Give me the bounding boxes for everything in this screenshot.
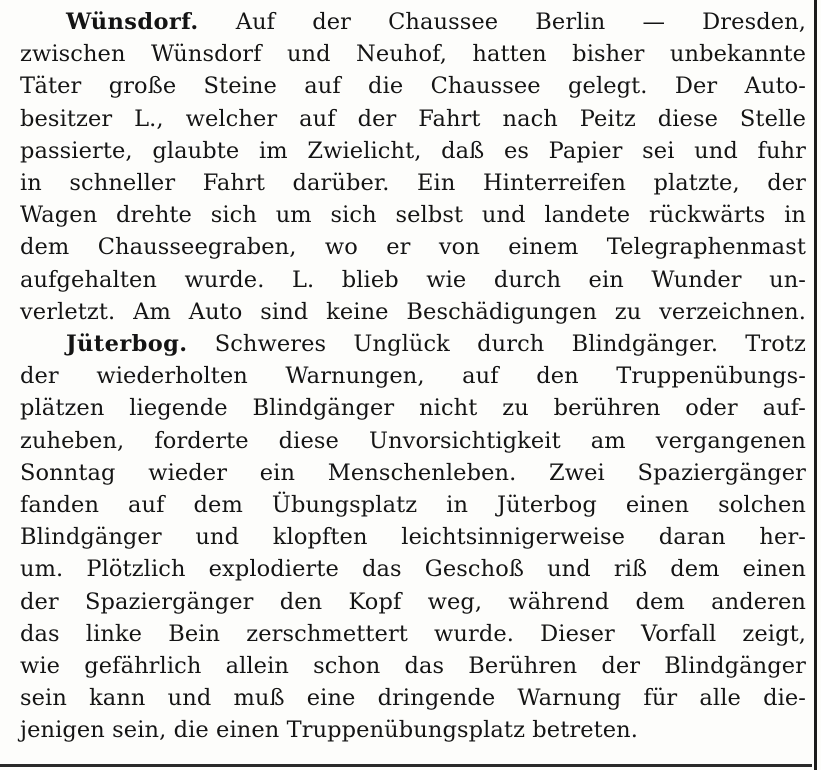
article-jueterbog — [20, 328, 806, 746]
text-line: zuheben, forderte diese Unvorsichtigkeit am vergangenen — [20, 427, 806, 454]
text-line: Täter große Steine auf die Chaussee gelegt. Der Auto- — [20, 73, 806, 100]
text-line: fanden auf dem Übungsplatz in Jüterbog einen solchen — [20, 491, 806, 518]
text-line: der Spaziergänger den Kopf weg, während dem anderen — [20, 588, 806, 615]
article-place: Wünsdorf. — [66, 9, 199, 35]
text-line: Blindgänger und klopften leichtsinnigerweise daran her- — [20, 524, 806, 551]
text-line: um. Plötzlich explodierte das Geschoß und riß dem einen — [20, 556, 806, 583]
text-line: besitzer L., welcher auf der Fahrt nach Peitz diese Stelle — [20, 105, 806, 132]
text-line: verletzt. Am Auto sind keine Beschädigungen zu verzeichnen. — [20, 298, 806, 325]
text-line: wie gefährlich allein schon das Berühren der Blindgänger — [20, 652, 806, 679]
text-line — [20, 328, 806, 360]
text-line — [20, 6, 806, 38]
text-line: passierte, glaubte im Zwielicht, daß es Papier sei und fuhr — [20, 137, 806, 164]
text-line: in schneller Fahrt darüber. Ein Hinterreifen platzte, der — [20, 169, 806, 196]
text-line: sein kann und muß eine dringende Warnung für alle die- — [20, 685, 806, 712]
article-place: Jüterbog. — [66, 331, 188, 357]
text-line: zwischen Wünsdorf und Neuhof, hatten bisher unbekannte — [20, 41, 806, 68]
text-line: jenigen sein, die einen Truppenübungsplatz betreten. — [20, 717, 639, 744]
text-line: Sonntag wieder ein Menschenleben. Zwei Spaziergänger — [20, 459, 806, 486]
text-line: Wagen drehte sich um sich selbst und landete rückwärts in — [20, 202, 806, 229]
text-line: dem Chausseegraben, wo er von einem Telegraphenmast — [20, 234, 806, 261]
text-line: der wiederholten Warnungen, auf den Truppenübungs- — [20, 363, 806, 390]
article-wuensdorf — [20, 6, 806, 328]
line-text: Auf der Chaussee Berlin — Dresden, — [198, 9, 806, 35]
text-line: aufgehalten wurde. L. blieb wie durch ein Wunder un- — [20, 266, 806, 293]
line-text: Schweres Unglück durch Blindgänger. Trotz — [187, 331, 806, 357]
column-rule-right — [814, 0, 817, 770]
text-line: das linke Bein zerschmettert wurde. Dieser Vorfall zeigt, — [20, 620, 806, 647]
column-rule-bottom — [0, 764, 812, 767]
text-line: plätzen liegende Blindgänger nicht zu berühren oder auf- — [20, 395, 806, 422]
